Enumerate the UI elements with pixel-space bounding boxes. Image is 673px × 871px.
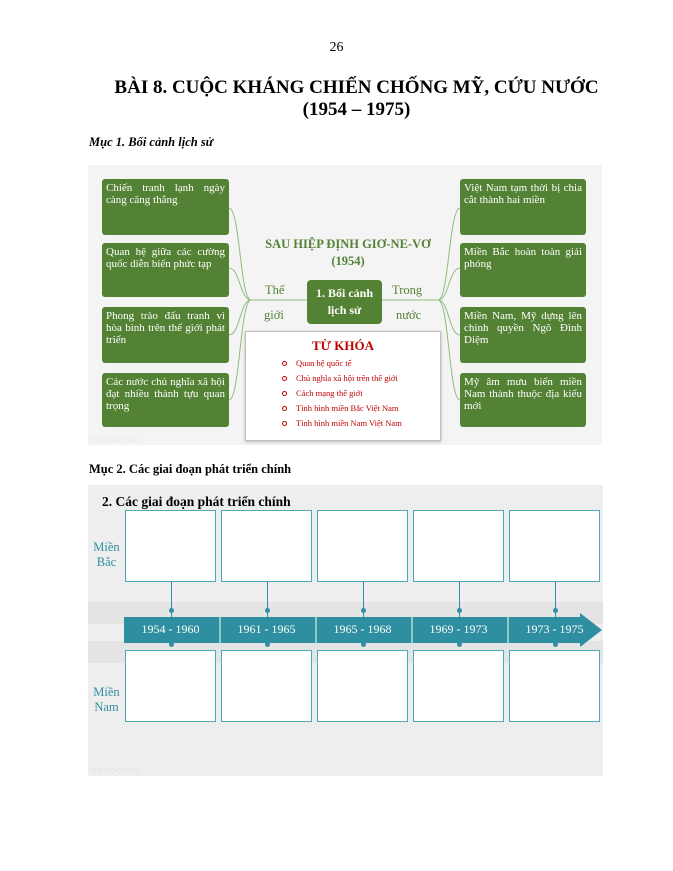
- world-item-3: Phong trào đấu tranh vì hòa bình trên thế giới phát triển: [102, 307, 229, 363]
- connector-world-3: [229, 300, 251, 335]
- connector-world-2: [229, 268, 251, 300]
- page-number: 26: [329, 40, 344, 55]
- bullet-icon: [282, 391, 287, 396]
- slide-nav-dots-icon: ◌◌◌◌◌◌◌◌: [91, 767, 141, 774]
- timeline-title: 2. Các giai đoạn phát triển chính: [102, 494, 291, 509]
- domestic-item-2: Miền Bắc hoàn toàn giải phóng: [460, 243, 586, 297]
- section1-heading: Mục 1. Bối cảnh lịch sử: [89, 135, 214, 149]
- south-row-label: Miền Nam: [93, 685, 120, 714]
- bullet-icon: [282, 421, 287, 426]
- period-label: 1969 - 1973: [429, 622, 488, 636]
- keyword-panel: [245, 331, 441, 441]
- north-period-box: [317, 510, 408, 582]
- section2-heading: Mục 2. Các giai đoạn phát triển chính: [89, 462, 292, 476]
- north-period-box: [413, 510, 504, 582]
- south-period-box: [413, 650, 504, 722]
- south-period-box: [317, 650, 408, 722]
- bullet-icon: [282, 406, 287, 411]
- world-item-1: Chiến tranh lạnh ngày càng căng thẳng: [102, 179, 229, 235]
- domestic-item-3: Miền Nam, Mỹ dựng lên chính quyền Ngô Đình Diệm: [460, 307, 586, 363]
- world-label-top: Thế: [265, 283, 285, 297]
- north-period-box: [221, 510, 312, 582]
- mindmap-diagram: [88, 165, 602, 445]
- period-label: 1961 - 1965: [237, 622, 296, 636]
- period-label: 1973 - 1975: [525, 622, 584, 636]
- domestic-label-bottom: nước: [396, 308, 422, 322]
- keyword-list: [246, 356, 440, 431]
- world-item-4: Các nước chủ nghĩa xã hội đạt nhiều thành tựu quan trọng: [102, 373, 229, 427]
- connector-domestic-3: [438, 300, 460, 335]
- world-label-bottom: giới: [264, 308, 284, 322]
- connector-domestic-4: [438, 300, 460, 400]
- keyword-title: TỪ KHÓA: [312, 338, 374, 353]
- world-item-2: Quan hệ giữa các cường quốc diễn biến phức tạp: [102, 243, 229, 297]
- lesson-title-line1: BÀI 8. CUỘC KHÁNG CHIẾN CHỐNG MỸ, CỨU NƯỚC: [114, 77, 599, 98]
- north-period-box: [125, 510, 216, 582]
- south-period-box: [509, 650, 600, 722]
- bullet-icon: [282, 361, 287, 366]
- south-period-box: [221, 650, 312, 722]
- period-label: 1965 - 1968: [333, 622, 392, 636]
- timeline-diagram: [88, 485, 603, 776]
- domestic-item-4: Mỹ âm mưu biến miền Nam thành thuộc địa kiểu mới: [460, 373, 586, 427]
- lesson-title-line2: (1954 – 1975): [302, 99, 411, 120]
- bullet-icon: [282, 376, 287, 381]
- slide-nav-dots-icon: ◌◌◌◌◌◌◌◌: [90, 436, 140, 443]
- keyword-item: Tình hình miền Nam Việt Nam: [282, 416, 440, 431]
- keyword-item: Tình hình miền Bắc Việt Nam: [282, 401, 440, 416]
- keyword-item: Cách mạng thế giới: [282, 386, 440, 401]
- lesson-title: [40, 77, 673, 121]
- south-period-box: [125, 650, 216, 722]
- center-title: SAU HIỆP ĐỊNH GIƠ-NE-VƠ (1954): [265, 237, 431, 268]
- connector-domestic-2: [438, 268, 460, 300]
- domestic-label-top: Trong: [392, 283, 423, 297]
- keyword-item: Chủ nghĩa xã hội trên thế giới: [282, 371, 440, 386]
- period-label: 1954 - 1960: [141, 622, 200, 636]
- keyword-item: Quan hệ quốc tế: [282, 356, 440, 371]
- center-topic-box: 1. Bối cảnh lịch sử: [307, 280, 382, 324]
- north-row-label: Miền Bắc: [93, 540, 120, 569]
- domestic-item-1: Việt Nam tạm thời bị chia cắt thành hai miền: [460, 179, 586, 235]
- north-period-box: [509, 510, 600, 582]
